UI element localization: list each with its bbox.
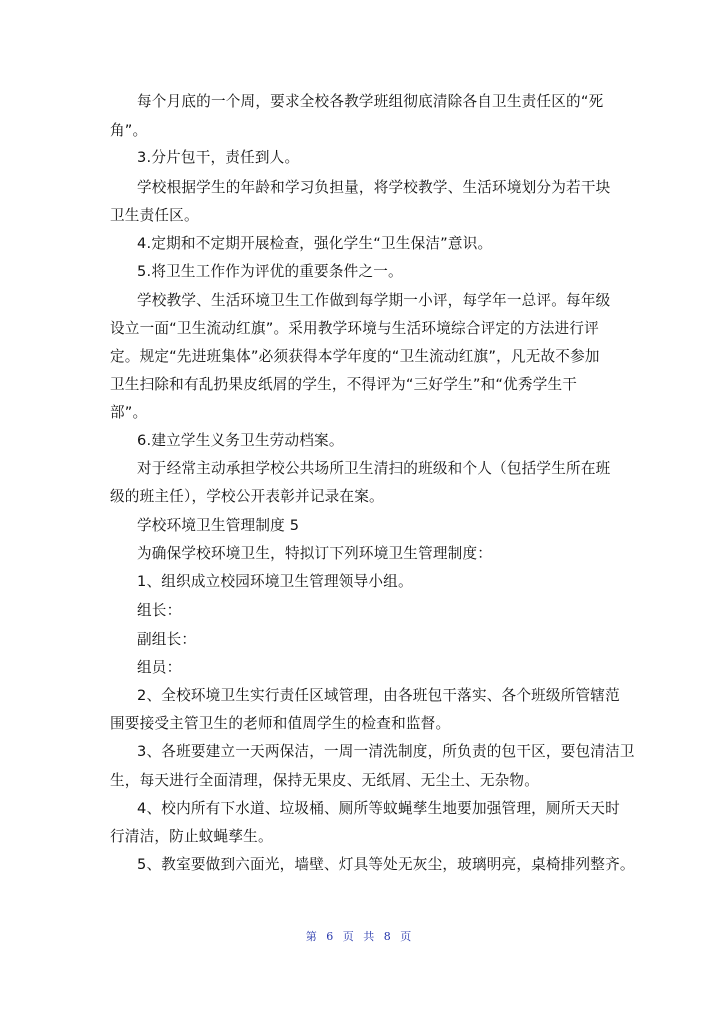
text-line: 为确保学校环境卫生，特拟订下列环境卫生管理制度： <box>137 545 493 562</box>
text-line: 角”。 <box>110 122 148 139</box>
text-line: 卫生责任区。 <box>110 207 199 224</box>
text-line: 组员： <box>137 659 182 676</box>
list-item-5: 5.将卫生工作作为评优的重要条件之一。 <box>137 263 403 280</box>
list-item-3b: 3、各班要建立一天两保洁，一周一清洗制度，所负责的包干区，要包清洁卫 <box>137 743 635 760</box>
text-line: 定。规定“先进班集体”必须获得本学年度的“卫生流动红旗”，凡无故不参加 <box>110 348 600 365</box>
list-item-5b: 5、教室要做到六面光，墙壁、灯具等处无灰尘，玻璃明亮，桌椅排列整齐。 <box>137 856 635 873</box>
list-item-6: 6.建立学生义务卫生劳动档案。 <box>137 432 344 449</box>
text-line: 每个月底的一个周，要求全校各教学班组彻底清除各自卫生责任区的“死 <box>137 93 604 110</box>
page-number-footer: 第 6 页 共 8 页 <box>305 930 415 943</box>
text-line: 卫生扫除和有乱扔果皮纸屑的学生，不得评为“三好学生”和“优秀学生干 <box>110 376 578 393</box>
list-item-3: 3.分片包干，责任到人。 <box>137 149 300 166</box>
text-line: 设立一面“卫生流动红旗”。采用教学环境与生活环境综合评定的方法进行评 <box>110 320 599 337</box>
text-line: 生，每天进行全面清理，保持无果皮、无纸屑、无尘土、无杂物。 <box>110 772 540 789</box>
list-item-4b: 4、校内所有下水道、垃圾桶、厕所等蚊蝇孳生地要加强管理，厕所天天时 <box>137 800 620 817</box>
section-heading: 学校环境卫生管理制度 5 <box>137 517 300 534</box>
list-item-4: 4.定期和不定期开展检查，强化学生“卫生保洁”意识。 <box>137 235 493 252</box>
text-line: 级的班主任），学校公开表彰并记录在案。 <box>110 488 384 505</box>
text-line: 行清洁，防止蚊蝇孳生。 <box>110 828 273 845</box>
text-line: 副组长： <box>137 631 197 648</box>
text-line: 围要接受主管卫生的老师和值周学生的检查和监督。 <box>110 715 451 732</box>
text-line: 部”。 <box>110 404 148 421</box>
text-line: 组长： <box>137 602 182 619</box>
text-line: 学校根据学生的年龄和学习负担量，将学校教学、生活环境划分为若干块 <box>137 179 611 196</box>
list-item-1: 1、组织成立校园环境卫生管理领导小组。 <box>137 573 413 590</box>
text-line: 学校教学、生活环境卫生工作做到每学期一小评，每学年一总评。每年级 <box>137 292 611 309</box>
text-line: 对于经常主动承担学校公共场所卫生清扫的班级和个人（包括学生所在班 <box>137 460 611 477</box>
list-item-2: 2、全校环境卫生实行责任区域管理，由各班包干落实、各个班级所管辖范 <box>137 687 620 704</box>
